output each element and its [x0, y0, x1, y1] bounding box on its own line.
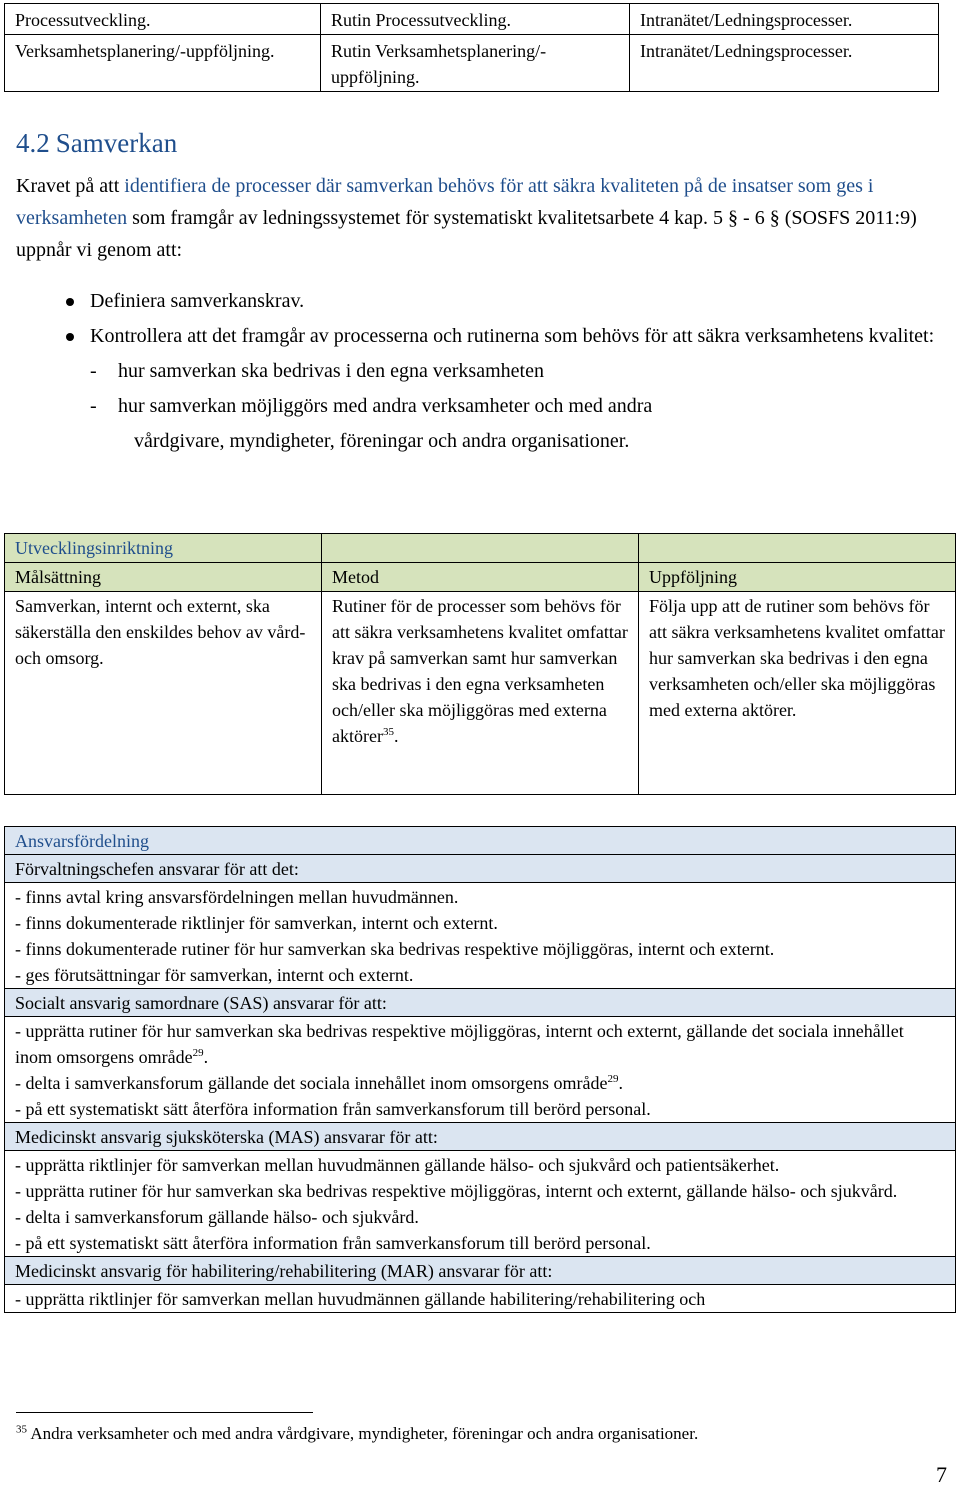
bullet-icon	[66, 333, 74, 341]
table-cell: Verksamhetsplanering/-uppföljning.	[5, 35, 321, 92]
role-header: Medicinskt ansvarig för habilitering/rehabilitering (MAR) ansvarar för att:	[5, 1257, 956, 1285]
column-header: Målsättning	[5, 563, 322, 592]
table-row	[5, 883, 956, 989]
table-row	[5, 1123, 956, 1151]
table-cell	[639, 534, 956, 563]
development-table	[4, 533, 956, 795]
table-cell: Processutveckling.	[5, 4, 321, 35]
intro-block	[16, 170, 946, 459]
dash-continuation: vårdgivare, myndigheter, föreningar och andra organisationer.	[134, 430, 630, 452]
footnote-ref[interactable]: 35	[382, 726, 394, 738]
list-item: - finns dokumenterade riktlinjer för samverkan, internt och externt.	[15, 913, 498, 933]
bullet-text: Definiera samverkanskrav.	[90, 290, 305, 312]
table-row	[5, 1151, 956, 1257]
bullet-text: Kontrollera att det framgår av processerna och rutinerna som behövs för att säkra verksamhetens kvalitet:	[90, 325, 935, 347]
role-header: Medicinskt ansvarig sjuksköterska (MAS) ansvarar för att:	[5, 1123, 956, 1151]
page-number: 7	[936, 1462, 947, 1487]
dash-item: - hur samverkan ska bedrivas i den egna verksamheten	[90, 360, 544, 382]
role-header: Socialt ansvarig samordnare (SAS) ansvarar för att:	[5, 989, 956, 1017]
table-cell: Rutin Processutveckling.	[321, 4, 630, 35]
dash-item: - hur samverkan möjliggörs med andra verksamheter och med andra	[90, 395, 653, 417]
intro-text: som framgår av ledningssystemet för systematiskt kvalitetsarbete 4 kap. 5 § - 6 § (SOSFS 2011:9) uppnår vi genom att:	[16, 207, 917, 261]
table-row	[5, 35, 939, 92]
table-row	[5, 855, 956, 883]
section-title: Samverkan	[55, 128, 178, 158]
table-cell: Rutin Verksamhetsplanering/-uppföljning.	[321, 35, 630, 92]
table-title: Ansvarsfördelning	[5, 827, 956, 855]
table-row	[5, 1257, 956, 1285]
punctuation: .	[393, 726, 399, 746]
footnote-number: 35	[16, 1423, 27, 1436]
footnote-text: Andra verksamheter och med andra vårdgivare, myndigheter, föreningar och andra organisationer.	[30, 1424, 699, 1443]
list-item: - upprätta rutiner för hur samverkan ska bedrivas respektive möjliggöras, internt och externt, gällande det sociala innehållet inom omsorgens område$^{29}$.	[15, 1021, 904, 1067]
column-header: Metod	[322, 563, 639, 592]
footnote	[16, 1424, 698, 1444]
item-text: - upprätta rutiner för hur samverkan ska bedrivas respektive möjliggöras, internt och externt, gällande det sociala innehållet inom omsorgens område	[15, 1021, 904, 1067]
section-heading	[16, 128, 177, 159]
footnote-ref[interactable]: 29	[192, 1047, 204, 1059]
footnote-ref[interactable]: 29	[607, 1073, 619, 1085]
table-title: Utvecklingsinriktning	[5, 534, 322, 563]
responsibility-list	[5, 1151, 956, 1257]
role-header: Förvaltningschefen ansvarar för att det:	[5, 855, 956, 883]
list-item	[16, 284, 946, 319]
list-item: - upprätta riktlinjer för samverkan mellan huvudmännen gällande hälso- och sjukvård och patientsäkerhet.	[15, 1155, 780, 1175]
table-cell: Intranätet/Ledningsprocesser.	[630, 4, 939, 35]
intro-highlight: identifiera de processer där samverkan behövs för att säkra kvaliteten på de insatser som ges i verksamheten	[16, 175, 874, 229]
list-item	[16, 319, 946, 354]
responsibility-list	[5, 1017, 956, 1123]
list-item: - ges förutsättningar för samverkan, internt och externt.	[15, 965, 414, 985]
list-item: - finns dokumenterade rutiner för hur samverkan ska bedrivas respektive möjliggöras, internt och externt.	[15, 939, 775, 959]
section-number: 4.2	[16, 128, 50, 158]
bullet-list	[16, 284, 946, 354]
footnote-divider	[16, 1412, 313, 1413]
item-text: - delta i samverkansforum gällande det sociala innehållet inom omsorgens område	[15, 1073, 608, 1093]
responsibility-table	[4, 826, 956, 1313]
table-row	[5, 4, 939, 35]
intro-text: Kravet på att	[16, 175, 125, 197]
goal-cell: Samverkan, internt och externt, ska säkerställa den enskildes behov av vård- och omsorg.	[5, 592, 322, 795]
table-header-row	[5, 563, 956, 592]
column-header: Uppföljning	[639, 563, 956, 592]
responsibility-list	[5, 1285, 956, 1313]
method-text: Rutiner för de processer som behövs för att säkra verksamhetens kvalitet omfattar krav på samverkan samt hur samverkan ska bedrivas i den egna verksamheten och/eller ska möjliggöras med externa aktörer	[332, 596, 628, 746]
list-item: - upprätta rutiner för hur samverkan ska bedrivas respektive möjliggöras, internt och externt, gällande hälso- och sjukvård.	[15, 1181, 898, 1201]
intro-paragraph	[16, 170, 946, 266]
table-row	[5, 534, 956, 563]
list-item: - delta i samverkansforum gällande det sociala innehållet inom omsorgens område$^{29}$.	[15, 1073, 623, 1093]
followup-cell: Följa upp att de rutiner som behövs för att säkra verksamhetens kvalitet omfattar hur samverkan ska bedrivas i den egna verksamheten och/eller ska möjliggöras med externa aktörer.	[639, 592, 956, 795]
method-cell	[322, 592, 639, 795]
table-row	[5, 592, 956, 795]
bullet-icon	[66, 298, 74, 306]
table-row	[5, 1017, 956, 1123]
table-row	[5, 827, 956, 855]
table-row	[5, 1285, 956, 1313]
table-row	[5, 989, 956, 1017]
dash-text: hur samverkan ska bedrivas i den egna verksamheten	[118, 360, 544, 382]
process-table	[4, 3, 939, 92]
responsibility-list	[5, 883, 956, 989]
list-item: - finns avtal kring ansvarsfördelningen mellan huvudmännen.	[15, 887, 459, 907]
dash-text: hur samverkan möjliggörs med andra verksamheter och med andra	[118, 395, 653, 417]
list-item: - på ett systematiskt sätt återföra information från samverkansforum till berörd personal.	[15, 1233, 651, 1253]
table-cell	[322, 534, 639, 563]
list-item: - på ett systematiskt sätt återföra information från samverkansforum till berörd personal.	[15, 1099, 651, 1119]
table-cell: Intranätet/Ledningsprocesser.	[630, 35, 939, 92]
list-item: - upprätta riktlinjer för samverkan mellan huvudmännen gällande habilitering/rehabilitering och	[15, 1289, 706, 1309]
list-item: - delta i samverkansforum gällande hälso- och sjukvård.	[15, 1207, 419, 1227]
